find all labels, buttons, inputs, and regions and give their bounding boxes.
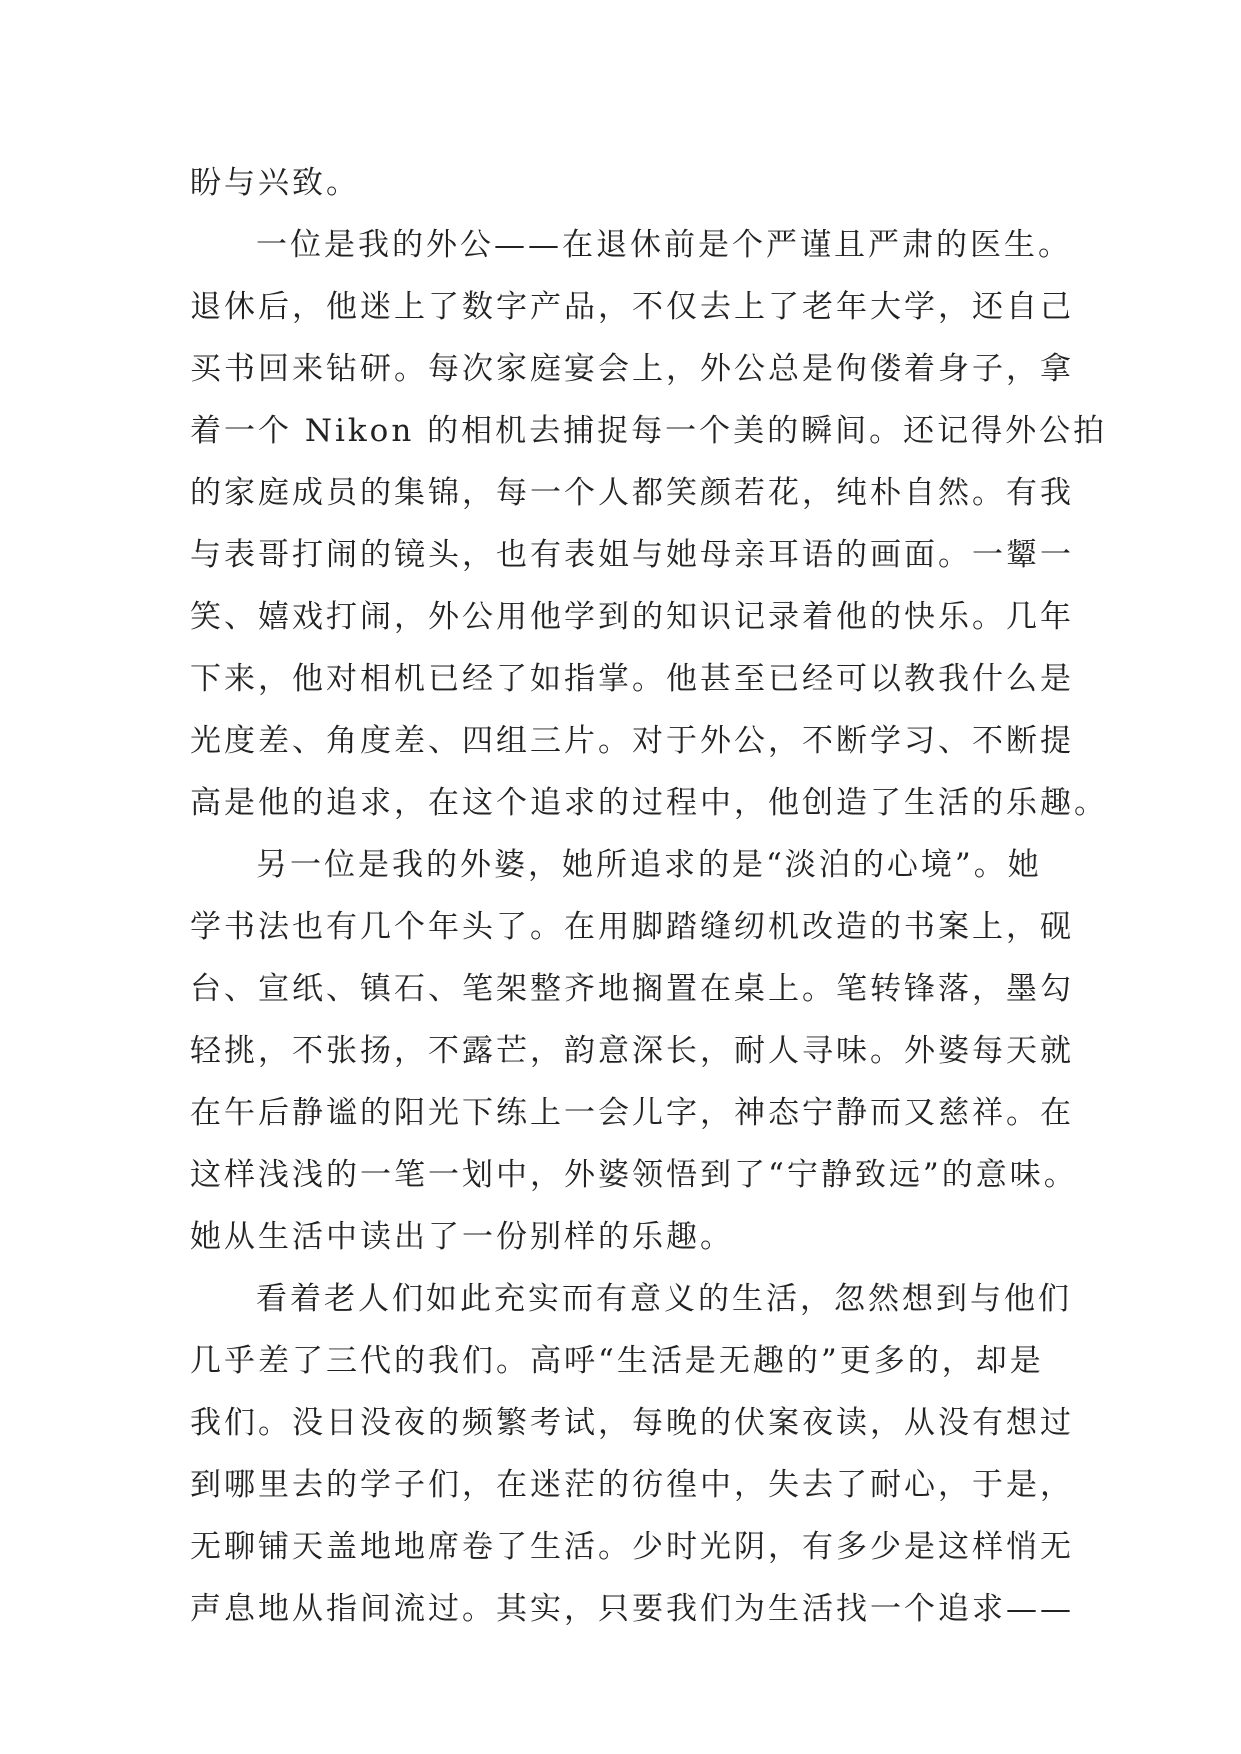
text-line: 她从生活中读出了一份别样的乐趣。 — [190, 1219, 734, 1255]
body-text — [190, 152, 1108, 1640]
text-line: 的家庭成员的集锦，每一个人都笑颜若花，纯朴自然。有我 — [190, 475, 1074, 511]
text-line: 笑、嬉戏打闹，外公用他学到的知识记录着他的快乐。几年 — [190, 599, 1074, 635]
text-line: 几乎差了三代的我们。高呼“生活是无趣的”更多的，却是 — [190, 1343, 1044, 1379]
text-line: 高是他的追求，在这个追求的过程中，他创造了生活的乐趣。 — [190, 785, 1108, 821]
text-line: 无聊铺天盖地地席卷了生活。少时光阴，有多少是这样悄无 — [190, 1529, 1074, 1565]
text-line: 学书法也有几个年头了。在用脚踏缝纫机改造的书案上，砚 — [190, 909, 1074, 945]
text-line: 与表哥打闹的镜头，也有表姐与她母亲耳语的画面。一颦一 — [190, 537, 1074, 573]
text-line: 台、宣纸、镇石、笔架整齐地搁置在桌上。笔转锋落，墨勾 — [190, 971, 1074, 1007]
text-line: 声息地从指间流过。其实，只要我们为生活找一个追求—— — [190, 1591, 1074, 1627]
text-line: 我们。没日没夜的频繁考试，每晚的伏案夜读，从没有想过 — [190, 1405, 1074, 1441]
text-line: 着一个 Nikon 的相机去捕捉每一个美的瞬间。还记得外公拍 — [190, 413, 1108, 449]
text-line: 这样浅浅的一笔一划中，外婆领悟到了“宁静致远”的意味。 — [190, 1157, 1078, 1193]
text-line: 另一位是我的外婆，她所追求的是“淡泊的心境”。她 — [256, 847, 1042, 883]
text-line: 光度差、角度差、四组三片。对于外公，不断学习、不断提 — [190, 723, 1074, 759]
text-line: 下来，他对相机已经了如指掌。他甚至已经可以教我什么是 — [190, 661, 1074, 697]
text-line: 在午后静谧的阳光下练上一会儿字，神态宁静而又慈祥。在 — [190, 1095, 1074, 1131]
text-line: 轻挑，不张扬，不露芒，韵意深长，耐人寻味。外婆每天就 — [190, 1033, 1074, 1069]
text-line: 到哪里去的学子们，在迷茫的彷徨中，失去了耐心，于是， — [190, 1467, 1074, 1503]
text-line: 盼与兴致。 — [190, 165, 360, 201]
text-line: 退休后，他迷上了数字产品，不仅去上了老年大学，还自己 — [190, 289, 1074, 325]
text-line: 看着老人们如此充实而有意义的生活，忽然想到与他们 — [256, 1281, 1072, 1317]
text-line: 买书回来钻研。每次家庭宴会上，外公总是佝偻着身子，拿 — [190, 351, 1074, 387]
text-line: 一位是我的外公——在退休前是个严谨且严肃的医生。 — [256, 227, 1072, 263]
